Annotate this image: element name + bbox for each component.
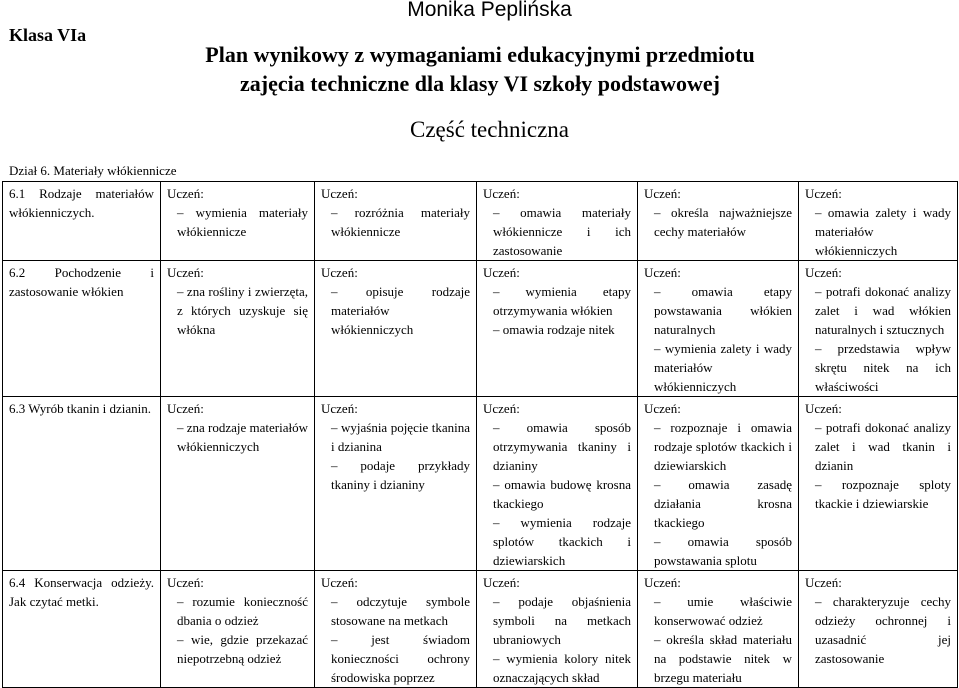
requirement-cell [799, 261, 958, 397]
topic-cell [3, 182, 161, 261]
requirement-item: – wymienia materiały włókiennicze [177, 205, 308, 239]
requirement-item: – omawia sposób otrzymywania tkaniny i dzianiny [493, 420, 631, 473]
student-label: Uczeń: [321, 265, 358, 280]
student-label: Uczeń: [167, 575, 204, 590]
requirement-item: – omawia zalety i wady materiałów włókienniczych [815, 205, 951, 258]
requirement-item: – rozpoznaje sploty tkackie i dziewiarskie [815, 477, 951, 511]
requirement-cell [161, 571, 315, 688]
requirement-item: – przedstawia wpływ skrętu nitek na ich właściwości [815, 341, 951, 394]
requirement-item: – omawia zasadę działania krosna tkackiego [654, 477, 792, 530]
requirements-table [2, 181, 958, 688]
student-label: Uczeń: [483, 401, 520, 416]
requirement-cell [638, 571, 799, 688]
requirement-cell [315, 571, 477, 688]
requirement-cell [315, 182, 477, 261]
requirement-item: – rozumie konieczność dbania o odzież [177, 594, 308, 628]
student-label: Uczeń: [644, 265, 681, 280]
requirement-item: – opisuje rodzaje materiałów włókienniczych [331, 284, 470, 337]
student-label: Uczeń: [483, 575, 520, 590]
requirement-cell [638, 182, 799, 261]
student-label: Uczeń: [321, 575, 358, 590]
topic-text: 6.2 Pochodzenie i zastosowanie włókien [9, 265, 154, 299]
class-label: Klasa VIa [9, 25, 87, 45]
requirement-item: – rozpoznaje i omawia rodzaje splotów tkackich i dziewiarskich [654, 420, 792, 473]
student-label: Uczeń: [805, 186, 842, 201]
requirement-cell [161, 261, 315, 397]
student-label: Uczeń: [321, 186, 358, 201]
requirement-item: – omawia materiały włókiennicze i ich zastosowanie [493, 205, 631, 258]
student-label: Uczeń: [805, 401, 842, 416]
topic-text: 6.3 Wyrób tkanin i dzianin. [9, 401, 151, 416]
author-name: Monika Peplińska [407, 0, 572, 21]
requirement-cell [477, 397, 638, 571]
requirement-item: – wie, gdzie przekazać niepotrzebną odzież [177, 632, 308, 666]
part-title: Część techniczna [410, 117, 569, 142]
requirement-item: – charakteryzuje cechy odzieży ochronnej i uzasadnić jej zastosowanie [815, 594, 951, 666]
requirement-cell [161, 182, 315, 261]
requirement-item: – wymienia rodzaje splotów tkackich i dziewiarskich [493, 515, 631, 568]
student-label: Uczeń: [167, 401, 204, 416]
topic-text: 6.1 Rodzaje materiałów włókienniczych. [9, 186, 154, 220]
requirement-cell [799, 397, 958, 571]
topic-text: 6.4 Konserwacja odzieży. Jak czytać metki. [9, 575, 154, 609]
student-label: Uczeń: [167, 186, 204, 201]
requirement-cell [638, 397, 799, 571]
requirement-item: – omawia sposób powstawania splotu [654, 534, 792, 568]
requirement-item: – jest świadom konieczności ochrony środowiska poprzez [331, 632, 470, 685]
requirement-item: – zna rośliny i zwierzęta, z których uzyskuje się włókna [177, 284, 308, 337]
requirement-item: – odczytuje symbole stosowane na metkach [331, 594, 470, 628]
table-row [3, 261, 958, 397]
student-label: Uczeń: [483, 186, 520, 201]
student-label: Uczeń: [644, 401, 681, 416]
student-label: Uczeń: [805, 575, 842, 590]
title-line-1: Plan wynikowy z wymaganiami edukacyjnymi przedmiotu [205, 42, 755, 67]
requirement-cell [161, 397, 315, 571]
requirement-item: – umie właściwie konserwować odzież [654, 594, 792, 628]
requirement-item: – potrafi dokonać analizy zalet i wad włókien naturalnych i sztucznych [815, 284, 951, 337]
requirement-item: – podaje przykłady tkaniny i dzianiny [331, 458, 470, 492]
student-label: Uczeń: [805, 265, 842, 280]
topic-cell [3, 261, 161, 397]
topic-cell [3, 571, 161, 688]
topic-cell [3, 397, 161, 571]
requirement-cell [799, 182, 958, 261]
requirement-item: – wymienia kolory nitek oznaczających skład [493, 651, 631, 685]
requirement-item: – potrafi dokonać analizy zalet i wad tkanin i dzianin [815, 420, 951, 473]
title-line-2: zajęcia techniczne dla klasy VI szkoły podstawowej [240, 71, 720, 96]
document-title [200, 40, 760, 98]
student-label: Uczeń: [321, 401, 358, 416]
section-title: Dział 6. Materiały włókiennicze [9, 163, 177, 178]
requirement-item: – określa najważniejsze cechy materiałów [654, 205, 792, 239]
requirement-item: – omawia rodzaje nitek [493, 322, 615, 337]
requirement-item: – określa skład materiału na podstawie nitek w brzegu materiału [654, 632, 792, 685]
student-label: Uczeń: [644, 186, 681, 201]
table-row [3, 182, 958, 261]
requirement-item: – rozróżnia materiały włókiennicze [331, 205, 470, 239]
student-label: Uczeń: [167, 265, 204, 280]
requirement-item: – omawia etapy powstawania włókien naturalnych [654, 284, 792, 337]
requirement-cell [477, 261, 638, 397]
student-label: Uczeń: [644, 575, 681, 590]
requirement-item: – zna rodzaje materiałów włókienniczych [177, 420, 309, 454]
requirement-cell [315, 261, 477, 397]
requirement-cell [477, 571, 638, 688]
requirement-cell [477, 182, 638, 261]
student-label: Uczeń: [483, 265, 520, 280]
requirement-item: – wymienia etapy otrzymywania włókien [493, 284, 631, 318]
requirement-item: – wyjaśnia pojęcie tkanina i dzianina [331, 420, 470, 454]
table-row [3, 571, 958, 688]
table-row [3, 397, 958, 571]
requirement-item: – podaje objaśnienia symboli na metkach ubraniowych [493, 594, 631, 647]
requirement-item: – wymienia zalety i wady materiałów włókienniczych [654, 341, 792, 394]
requirement-cell [638, 261, 799, 397]
requirement-cell [799, 571, 958, 688]
requirement-item: – omawia budowę krosna tkackiego [493, 477, 631, 511]
requirement-cell [315, 397, 477, 571]
